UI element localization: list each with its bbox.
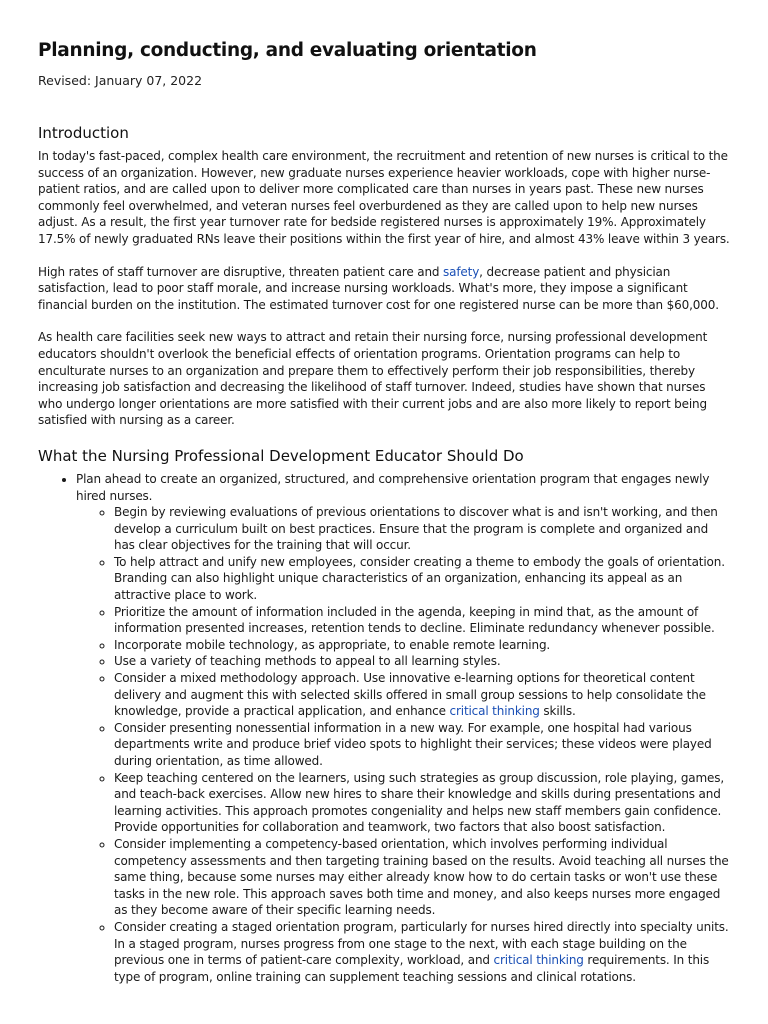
sub-list-item-text-b: skills. xyxy=(539,704,576,719)
intro-paragraph-3: As health care facilities seek new ways to attract and retain their nursing force, nursing professional development educators shouldn't overlook the beneficial effects of orientation programs. Orientation programs can help to enculturate nurses to an organization and prepare them to effectively perform their job responsibilities, thereby increasing job satisfaction and decreasing the likelihood of staff turnover. Indeed, studies have shown that nurses who undergo longer orientations are more satisfied with their current jobs and are also more likely to report being satisfied with nursing as a career. xyxy=(38,330,708,428)
sub-list-item: ◦ Prioritize the amount of information included in the agenda, keeping in mind that, as the amount of information presented increases, retention tends to decline. Eliminate redundancy whenever possible. xyxy=(114,604,732,637)
intro-paragraph-2-text-a: High rates of staff turnover are disruptive, threaten patient care and xyxy=(38,264,444,279)
critical-thinking-link[interactable]: critical thinking xyxy=(449,704,540,719)
educator-list xyxy=(38,471,732,985)
revised-date: Revised: January 07, 2022 xyxy=(38,73,203,88)
list-item-text: Plan ahead to create an organized, structured, and comprehensive orientation program that engages newly hired nurses. xyxy=(76,471,710,503)
sub-list-item: ◦ Incorporate mobile technology, as appropriate, to enable remote learning. xyxy=(114,637,732,654)
sub-list-item: ◦ To help attract and unify new employees, consider creating a theme to embody the goals of orientation. Branding can also highlight unique characteristics of an organization, enhancing its appeal as an attractive place to work. xyxy=(114,554,732,604)
page-title: Planning, conducting, and evaluating orientation xyxy=(38,40,537,61)
list-item xyxy=(76,471,732,985)
educator-heading: What the Nursing Professional Development Educator Should Do xyxy=(38,446,524,465)
critical-thinking-link-2[interactable]: critical thinking xyxy=(493,953,584,968)
sub-list-item xyxy=(114,670,732,720)
intro-paragraph-1: In today's fast-paced, complex health care environment, the recruitment and retention of new nurses is critical to the success of an organization. However, new graduate nurses experience heavier workloads, cope with higher nurse-patient ratios, and are called upon to deliver more complicated care than nurses in years past. These new nurses commonly feel overwhelmed, and veteran nurses feel overburdened as they are called upon to help new nurses adjust. As a result, the first year turnover rate for bedside registered nurses is approximately 19%. Approximately 17.5% of newly graduated RNs leave their positions within the first year of hire, and almost 43% leave within 3 years. xyxy=(38,149,730,246)
intro-paragraph-2 xyxy=(38,264,732,314)
sub-list-item-text-a: Consider a mixed methodology approach. Use innovative e-learning options for theoretical content delivery and augment this with selected skills offered in small group sessions to help consolidate the knowledge, provide a practical application, and enhance xyxy=(114,671,706,719)
sub-list-item: ◦ Consider presenting nonessential information in a new way. For example, one hospital had various departments write and produce brief video spots to highlight their services; these videos were played during orientation, as time allowed. xyxy=(114,720,732,770)
sub-list-item: ◦ Use a variety of teaching methods to appeal to all learning styles. xyxy=(114,653,732,670)
sub-list-item: ◦ Begin by reviewing evaluations of previous orientations to discover what is and isn't working, and then develop a curriculum built on best practices. Ensure that the program is complete and organized and has clear objectives for the training that will occur. xyxy=(114,504,732,554)
sub-list-item: ◦ Keep teaching centered on the learners, using such strategies as group discussion, role playing, games, and teach-back exercises. Allow new hires to share their knowledge and skills during presentations and learning activities. This approach promotes congeniality and helps new staff members gain confidence. Provide opportunities for collaboration and teamwork, two factors that also boost satisfaction. xyxy=(114,770,732,836)
sub-list-item: ◦ Consider implementing a competency-based orientation, which involves performing individual competency assessments and then targeting training based on the results. Avoid teaching all nurses the same thing, because some nurses may either already know how to do certain tasks or won't use these tasks in the new role. This approach saves both time and money, and also keeps nurses more engaged as they become aware of their specific learning needs. xyxy=(114,836,732,919)
sub-list-item-text-b: requirements. In this type of program, online training can supplement teaching sessions and clinical rotations. xyxy=(114,953,710,984)
intro-paragraph-2-text-b: , decrease patient and physician satisfaction, lead to poor staff morale, and increase nursing workloads. What's more, they impose a significant financial burden on the institution. The estimated turnover cost for one registered nurse can be more than $60,000. xyxy=(38,264,719,312)
sub-list xyxy=(76,504,732,985)
sub-list-item-text-a: Consider creating a staged orientation program, particularly for nurses hired directly into specialty units. In a staged program, nurses progress from one stage to the next, with each stage building on the previous one in terms of patient-care complexity, workload, and xyxy=(114,919,729,968)
sub-list-item xyxy=(114,919,732,985)
intro-heading: Introduction xyxy=(38,124,129,142)
safety-link[interactable]: safety xyxy=(443,264,480,279)
